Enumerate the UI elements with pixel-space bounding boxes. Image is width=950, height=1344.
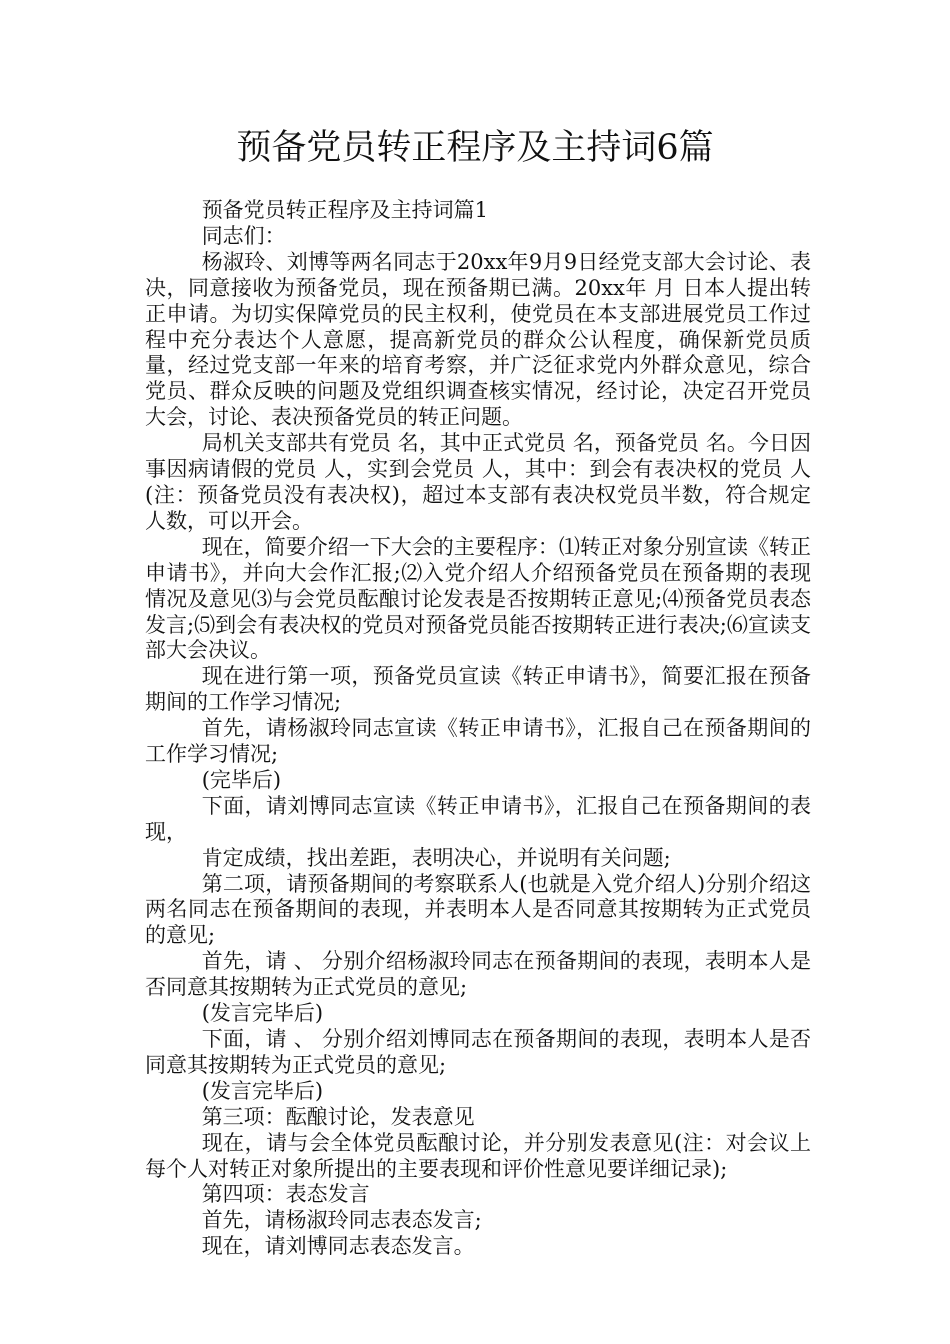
paragraph: 局机关支部共有党员 名，其中正式党员 名，预备党员 名。今日因事因病请假的党员 人，实到会党员 人，其中：到会有表决权的党员 人(注：预备党员没有表决权)，超过本支部有表决权党员半数，符合规定人数，可以开会。 — [145, 431, 811, 533]
paragraph: 首先，请杨淑玲同志表态发言; — [201, 1208, 482, 1233]
paragraph: 首先，请 、 分别介绍杨淑玲同志在预备期间的表现，表明本人是否同意其按期转为正式党员的意见; — [145, 949, 811, 1000]
section-heading: 预备党员转正程序及主持词篇1 — [201, 198, 489, 222]
paragraph: 现在，简要介绍一下大会的主要程序：⑴转正对象分别宣读《转正申请书》，并向大会作汇报;⑵入党介绍人介绍预备党员在预备期的表现情况及意见⑶与会党员酝酿讨论发表是否按期转正意见;⑷预备党员表态发言;⑸到会有表决权的党员对预备党员能否按期转正进行表决;⑹宣读支部大会决议。 — [145, 534, 811, 663]
paragraph: 第四项：表态发言 — [201, 1182, 370, 1207]
paragraph: 现在，请与会全体党员酝酿讨论，并分别发表意见(注：对会议上每个人对转正对象所提出的主要表现和评价性意见要详细记录); — [145, 1130, 811, 1181]
paragraph: 现在，请刘博同志表态发言。 — [201, 1234, 475, 1259]
salutation: 同志们： — [201, 223, 286, 248]
paragraph: 现在进行第一项，预备党员宣读《转正申请书》，简要汇报在预备期间的工作学习情况; — [145, 664, 811, 715]
paragraph: (发言完毕后) — [201, 1078, 324, 1103]
paragraph: (完毕后) — [201, 767, 282, 792]
paragraph: 下面，请 、 分别介绍刘博同志在预备期间的表现，表明本人是否同意其按期转为正式党员的意见; — [145, 1027, 811, 1077]
paragraph: 杨淑玲、刘博等两名同志于20xx年9月9日经党支部大会讨论、表决，同意接收为预备党员，现在预备期已满。20xx年 月 日本人提出转正申请。为切实保障党员的民主权利，使党员在本支部进展党员工作过程中充分表达个人意愿，提高新党员的群众公认程度，确保新党员质量，经过党支部一年来的培育考察，并广泛征求党内外群众意见，综合党员、群众反映的问题及党组织调查核实情况，经讨论，决定召开党员大会，讨论、表决预备党员的转正问题。 — [145, 249, 811, 430]
paragraph: 下面，请刘博同志宣读《转正申请书》，汇报自己在预备期间的表现， — [145, 793, 811, 844]
paragraph: (发言完毕后) — [201, 1001, 324, 1026]
paragraph: 第三项：酝酿讨论，发表意见 — [201, 1104, 475, 1129]
document-body — [145, 198, 811, 1260]
document-title: 预备党员转正程序及主持词6篇 — [236, 128, 714, 168]
paragraph: 首先，请杨淑玲同志宣读《转正申请书》，汇报自己在预备期间的工作学习情况; — [145, 716, 811, 767]
paragraph: 肯定成绩，找出差距，表明决心，并说明有关问题; — [201, 845, 671, 870]
paragraph: 第二项，请预备期间的考察联系人(也就是入党介绍人)分别介绍这两名同志在预备期间的表现，并表明本人是否同意其按期转为正式党员的意见; — [145, 871, 811, 948]
